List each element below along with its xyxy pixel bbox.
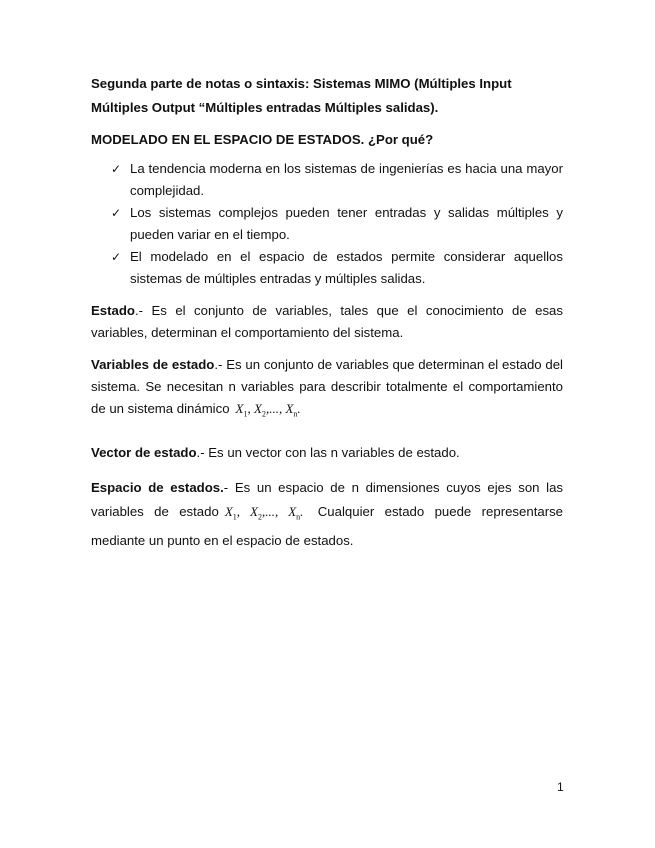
section-heading: MODELADO EN EL ESPACIO DE ESTADOS. ¿Por qué? (91, 132, 434, 147)
definition-variables-de-estado (91, 354, 563, 426)
list-item-text: Los sistemas complejos pueden tener entradas y salidas múltiples y pueden variar en el tiempo. (130, 205, 563, 242)
math-expression: $X_1$, $X_2$,..., $X_n$. (235, 401, 301, 419)
definition-text: .- Es un conjunto de variables que determinan el estado del sistema. Se necesitan n variables para describir totalmente el comportamiento de un sistema dinámico (91, 357, 563, 416)
definition-vector-de-estado (91, 442, 563, 464)
definition-term: Variables de estado (91, 357, 215, 372)
checkmark-icon: ✓ (111, 250, 122, 264)
definition-text: .- Es un vector con las n variables de estado. (196, 444, 460, 460)
definition-term: Vector de estado (91, 444, 197, 460)
list-item-text: El modelado en el espacio de estados permite considerar aquellos sistemas de múltiples entradas y múltiples salidas. (130, 249, 563, 286)
document-page (91, 72, 563, 553)
document-title: Segunda parte de notas o sintaxis: Sistemas MIMO (Múltiples Input Múltiples Output “Múltiples entradas Múltiples salidas). (91, 76, 512, 115)
list-item (91, 202, 563, 246)
definition-espacio-de-estados (91, 476, 563, 554)
list-item (91, 158, 563, 202)
math-expression: $X_1$, $X_2$,..., $X_n$. (224, 503, 304, 522)
list-item-text: La tendencia moderna en los sistemas de ingenierías es hacia una mayor complejidad. (130, 161, 563, 198)
definition-text: - Es un espacio de n dimensiones cuyos ejes son las variables de estado (91, 479, 563, 519)
checkmark-icon: ✓ (111, 162, 122, 176)
definition-term: Espacio de estados. (91, 479, 224, 495)
definition-text-continued: Cualquier estado puede representarse mediante un punto en el espacio de estados. (91, 503, 564, 549)
checkmark-icon: ✓ (111, 206, 122, 220)
page-number: 1 (557, 780, 564, 794)
checklist (91, 158, 563, 290)
list-item (91, 246, 563, 290)
definition-estado (91, 300, 563, 344)
definition-term: Estado (91, 303, 135, 318)
definition-text: .- Es el conjunto de variables, tales que el conocimiento de esas variables, determinan el comportamiento del sistema. (91, 303, 563, 340)
